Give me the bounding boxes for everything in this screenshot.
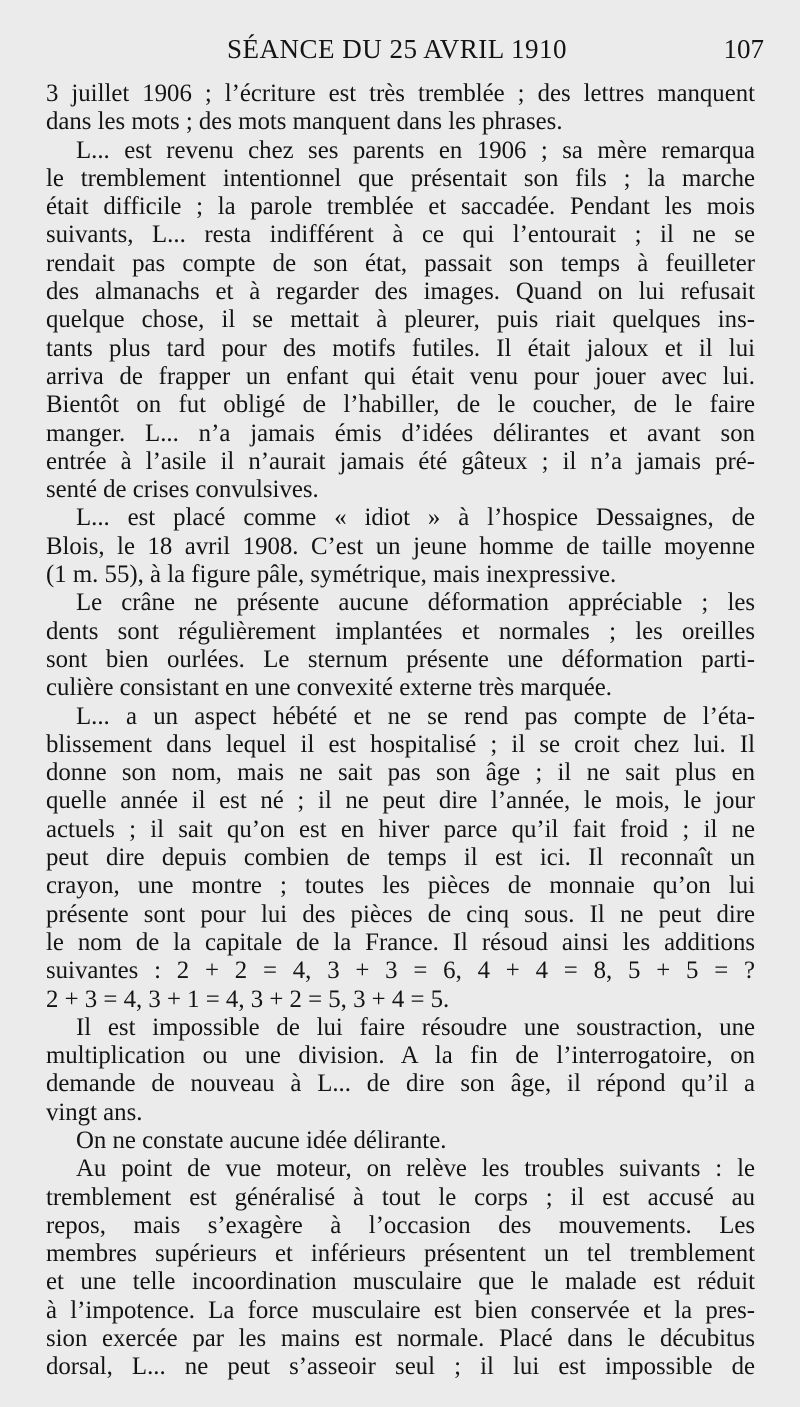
text-line: était difficile ; la parole tremblée et saccadée. Pendant les mois [46,193,755,221]
text-line: culière consistant en une convexité externe très marquée. [46,674,612,702]
text-line: membres supérieurs et inférieurs présentent un tel tremblement [46,1240,755,1268]
text-line: dents sont régulièrement implantées et normales ; les oreilles [46,617,755,645]
text-line: Blois, le 18 avril 1908. C’est un jeune homme de taille moyenne [46,532,755,560]
page-number: 107 [723,34,764,64]
text-line: donne son nom, mais ne sait pas son âge ; il ne sait plus en [46,759,755,787]
text-line: On ne constate aucune idée délirante. [76,1126,447,1154]
text-line: repos, mais s’exagère à l’occasion des mouvements. Les [46,1211,755,1239]
running-title: SÉANCE DU 25 AVRIL 1910 [226,34,568,64]
text-line: suivants, L... resta indifférent à ce qui l’entourait ; il ne se [46,221,755,249]
text-line: le tremblement intentionnel que présentait son fils ; la marche [46,164,755,192]
text-line: Il est impossible de lui faire résoudre une soustraction, une [76,1013,755,1041]
text-line: le nom de la capitale de la France. Il résoud ainsi les additions [46,928,755,956]
text-line: senté de crises convulsives. [46,476,319,504]
text-line: des almanachs et à regarder des images. Quand on lui refusait [46,278,755,306]
text-line: quelque chose, il se mettait à pleurer, puis riait quelques ins- [46,306,755,334]
text-line: dorsal, L... ne peut s’asseoir seul ; il lui est impossible de [46,1353,755,1381]
text-line: (1 m. 55), à la figure pâle, symétrique, mais inexpressive. [46,561,617,589]
body-text [46,80,755,1382]
text-line: actuels ; il sait qu’on est en hiver parce qu’il fait froid ; il ne [46,815,755,843]
text-line: L... est revenu chez ses parents en 1906 ; sa mère remarqua [76,136,755,164]
text-line: L... est placé comme « idiot » à l’hospice Dessaignes, de [76,504,755,532]
text-line: suivantes : 2 + 2 = 4, 3 + 3 = 6, 4 + 4 = 8, 5 + 5 = ? [46,957,755,985]
text-line: et une telle incoordination musculaire que le malade est réduit [46,1268,755,1296]
text-line: 3 juillet 1906 ; l’écriture est très tremblée ; des lettres manquent [46,80,755,107]
text-line: demande de nouveau à L... de dire son âge, il répond qu’il a [46,1070,755,1098]
text-line: vingt ans. [46,1098,143,1126]
text-line: Au point de vue moteur, on relève les troubles suivants : le [76,1155,755,1183]
text-line: à l’impotence. La force musculaire est bien conservée et la pres- [46,1296,755,1324]
text-line: manger. L... n’a jamais émis d’idées délirantes et avant son [46,419,755,447]
text-line: blissement dans lequel il est hospitalisé ; il se croit chez lui. Il [46,730,755,758]
text-line: présente sont pour lui des pièces de cinq sous. Il ne peut dire [46,900,755,928]
text-line: crayon, une montre ; toutes les pièces de monnaie qu’on lui [46,872,755,900]
text-line: entrée à l’asile il n’aurait jamais été gâteux ; il n’a jamais pré- [46,447,755,475]
text-line: 2 + 3 = 4, 3 + 1 = 4, 3 + 2 = 5, 3 + 4 = 5. [46,985,450,1013]
text-line: sion exercée par les mains est normale. Placé dans le décubitus [46,1325,755,1353]
text-line: quelle année il est né ; il ne peut dire l’année, le mois, le jour [46,787,755,815]
text-line: sont bien ourlées. Le sternum présente une déformation parti- [46,645,755,673]
text-line: Le crâne ne présente aucune déformation appréciable ; les [76,589,755,617]
text-line: arriva de frapper un enfant qui était venu pour jouer avec lui. [46,362,755,390]
text-line: L... a un aspect hébété et ne se rend pas compte de l’éta- [76,702,755,730]
text-line: peut dire depuis combien de temps il est ici. Il reconnaît un [46,844,755,872]
page-header [30,34,764,68]
text-line: dans les mots ; des mots manquent dans les phrases. [46,108,563,136]
text-line: tants plus tard pour des motifs futiles. Il était jaloux et il lui [46,334,755,362]
text-line: Bientôt on fut obligé de l’habiller, de le coucher, de le faire [46,391,755,419]
text-line: rendait pas compte de son état, passait son temps à feuilleter [46,249,755,277]
text-line: tremblement est généralisé à tout le corps ; il est accusé au [46,1183,755,1211]
text-line: multiplication ou une division. A la fin de l’interrogatoire, on [46,1042,755,1070]
